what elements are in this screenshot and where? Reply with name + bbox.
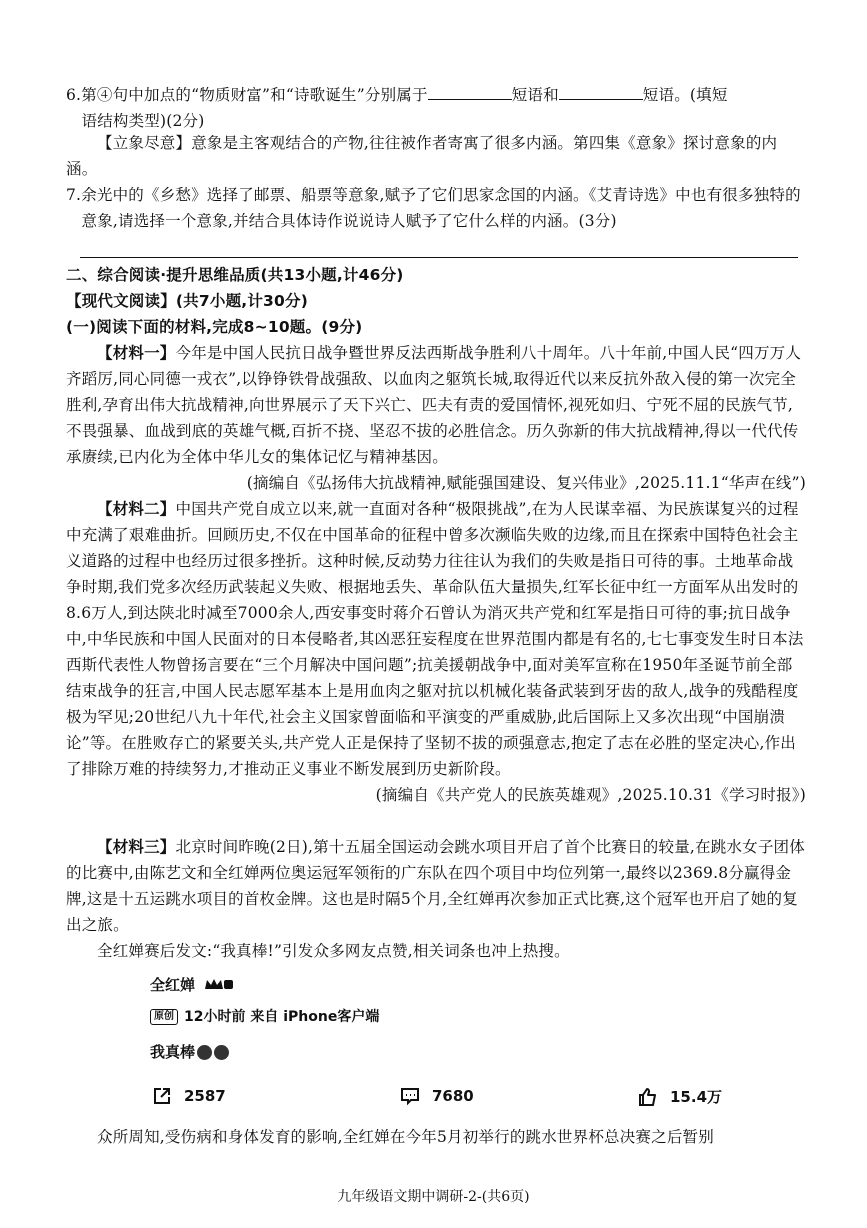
material-2 xyxy=(66,496,806,808)
q6-part-d: 语结构类型)(2分) xyxy=(81,112,205,130)
thumbs-up-icon xyxy=(638,1087,658,1107)
q7-answer-line[interactable] xyxy=(80,257,798,258)
question-6 xyxy=(66,82,806,134)
share-stat[interactable] xyxy=(152,1086,226,1106)
material-2-text: 中国共产党自成立以来,就一直面对各种“极限挑战”,在为人民谋幸福、为民族谋复兴的过程中充满了艰难曲折。回顾历史,不仅在中国革命的征程中曾多次濒临失败的边缘,而且在探索中国特色社会主义道路的过程中也经历过很多挫折。这种时候,反动势力往往认为我们的失败是指日可待的事。土地革命战争时期,我们党多次经历武装起义失败、根据地丢失、革命队伍大量损失,红军长征中红一方面军从出发时的8.6万人,到达陕北时减至7000余人,西安事变时蒋介石曾认为消灭共产党和红军是指日可待的事;抗日战争中,中华民族和中国人民面对的日本侵略者,其凶恶狂妄程度在世界范围内都是有名的,七七事变发生时日本法西斯代表性人物曾扬言要在“三个月解决中国问题”;抗美援朝战争中,面对美军宣称在1950年圣诞节前全部结束战争的狂言,中国人民志愿军基本上是用血肉之躯对抗以机械化装备武装到牙齿的敌人,战争的残酷程度极为罕见;20世纪八九十年代,社会主义国家曾面临和平演变的严重威胁,此后国际上又多次出现“中国崩溃论”等。在胜败存亡的紧要关头,共产党人正是保持了坚韧不拔的顽强意志,抱定了志在必胜的坚定决心,作出了排除万难的持续努力,才推动正义事业不断发展到历史新阶段。 xyxy=(66,500,804,778)
comment-count: 7680 xyxy=(432,1087,474,1105)
q6-text xyxy=(66,82,806,134)
section-2-title: 二、综合阅读·提升思维品质(共13小题,计46分) xyxy=(66,266,404,284)
material-3-text: 北京时间昨晚(2日),第十五届全国运动会跳水项目开启了首个比赛日的较量,在跳水女子团体的比赛中,由陈艺文和全红婵两位奥运冠军领衔的广东队在四个项目中均位列第一,最终以2369.8分赢得金牌,这是十五运跳水项目的首枚金牌。这也是时隔5个月,全红婵再次参加正式比赛,这个冠军也开启了她的复出之旅。 xyxy=(66,838,805,934)
original-badge: 原创 xyxy=(150,1009,178,1025)
weibo-post-meta: 12小时前 来自 iPhone客户端 xyxy=(184,1009,380,1025)
vip-crown-icon xyxy=(204,977,234,995)
material-1 xyxy=(66,340,806,496)
share-count: 2587 xyxy=(184,1087,226,1105)
material-2-source: (摘编自《共产党人的民族英雄观》,2025.10.31《学习时报》) xyxy=(375,786,806,804)
bottom-text: 众所周知,受伤病和身体发育的影响,全红婵在今年5月初举行的跳水世界杯总决赛之后暂别 xyxy=(97,1128,714,1146)
lixiang-intro xyxy=(66,130,806,182)
material-2-label: 【材料二】 xyxy=(97,500,176,518)
page-footer: 九年级语文期中调研-2-(共6页) xyxy=(337,1189,530,1205)
like-stat[interactable] xyxy=(638,1086,722,1107)
material-1-label: 【材料一】 xyxy=(97,344,176,362)
weibo-meta-row xyxy=(150,1006,770,1026)
part-1-instruction: (一)阅读下面的材料,完成8~10题。(9分) xyxy=(66,318,363,336)
bottom-paragraph xyxy=(66,1124,806,1150)
modern-reading-title: 【现代文阅读】(共7小题,计30分) xyxy=(66,292,309,310)
material-1-source: (摘编自《弘扬伟大抗战精神,赋能强国建设、复兴伟业》,2025.11.1“华声在线”) xyxy=(246,474,806,492)
comment-stat[interactable] xyxy=(400,1086,474,1106)
like-count: 15.4万 xyxy=(670,1088,723,1106)
weibo-stats-bar xyxy=(150,1086,730,1110)
q7-text: 7.余光中的《乡愁》选择了邮票、船票等意象,赋予了它们思家念国的内涵。《艾青诗选》中也有很多独特的意象,请选择一个意象,并结合具体诗作说说诗人赋予了它什么样的内涵。(3分) xyxy=(66,186,801,230)
question-7 xyxy=(66,182,806,234)
q6-blank-2[interactable] xyxy=(559,83,643,100)
emoji-icon xyxy=(214,1045,229,1060)
q6-part-c: 短语。(填短 xyxy=(642,86,728,104)
material-1-text: 今年是中国人民抗日战争暨世界反法西斯战争胜利八十周年。八十年前,中国人民“四万万人齐蹈厉,同心同德一戎衣”,以铮铮铁骨战强敌、以血肉之躯筑长城,取得近代以来反抗外敌入侵的第一次完全胜利,孕育出伟大抗战精神,向世界展示了天下兴亡、匹夫有责的爱国情怀,视死如归、宁死不屈的民族气节,不畏强暴、血战到底的英雄气概,百折不挠、坚忍不拔的必胜信念。历久弥新的伟大抗战精神,得以一代代传承赓续,已内化为全体中华儿女的集体记忆与精神基因。 xyxy=(66,344,802,466)
q6-blank-1[interactable] xyxy=(428,83,512,100)
q6-part-b: 短语和 xyxy=(511,86,559,104)
material-3-label: 【材料三】 xyxy=(97,838,176,856)
share-icon xyxy=(152,1086,172,1106)
comment-icon xyxy=(400,1086,420,1106)
weibo-post-text: 我真棒 xyxy=(150,1043,196,1061)
material-3 xyxy=(66,834,806,964)
lixiang-label: 【立象尽意】 xyxy=(97,134,192,152)
emoji-icon xyxy=(197,1045,212,1060)
q6-part-a: 6.第④句中加点的“物质财富”和“诗歌诞生”分别属于 xyxy=(66,86,428,104)
material-3-text2: 全红婵赛后发文:“我真棒!”引发众多网友点赞,相关词条也冲上热搜。 xyxy=(97,942,570,960)
weibo-username[interactable]: 全红婵 xyxy=(150,976,196,994)
section-2-headings xyxy=(66,262,806,340)
lixiang-text: 意象是主客观结合的产物,往往被作者寄寓了很多内涵。第四集《意象》探讨意象的内涵。 xyxy=(66,134,778,178)
weibo-user-row xyxy=(150,974,770,995)
weibo-post-row xyxy=(150,1041,770,1062)
